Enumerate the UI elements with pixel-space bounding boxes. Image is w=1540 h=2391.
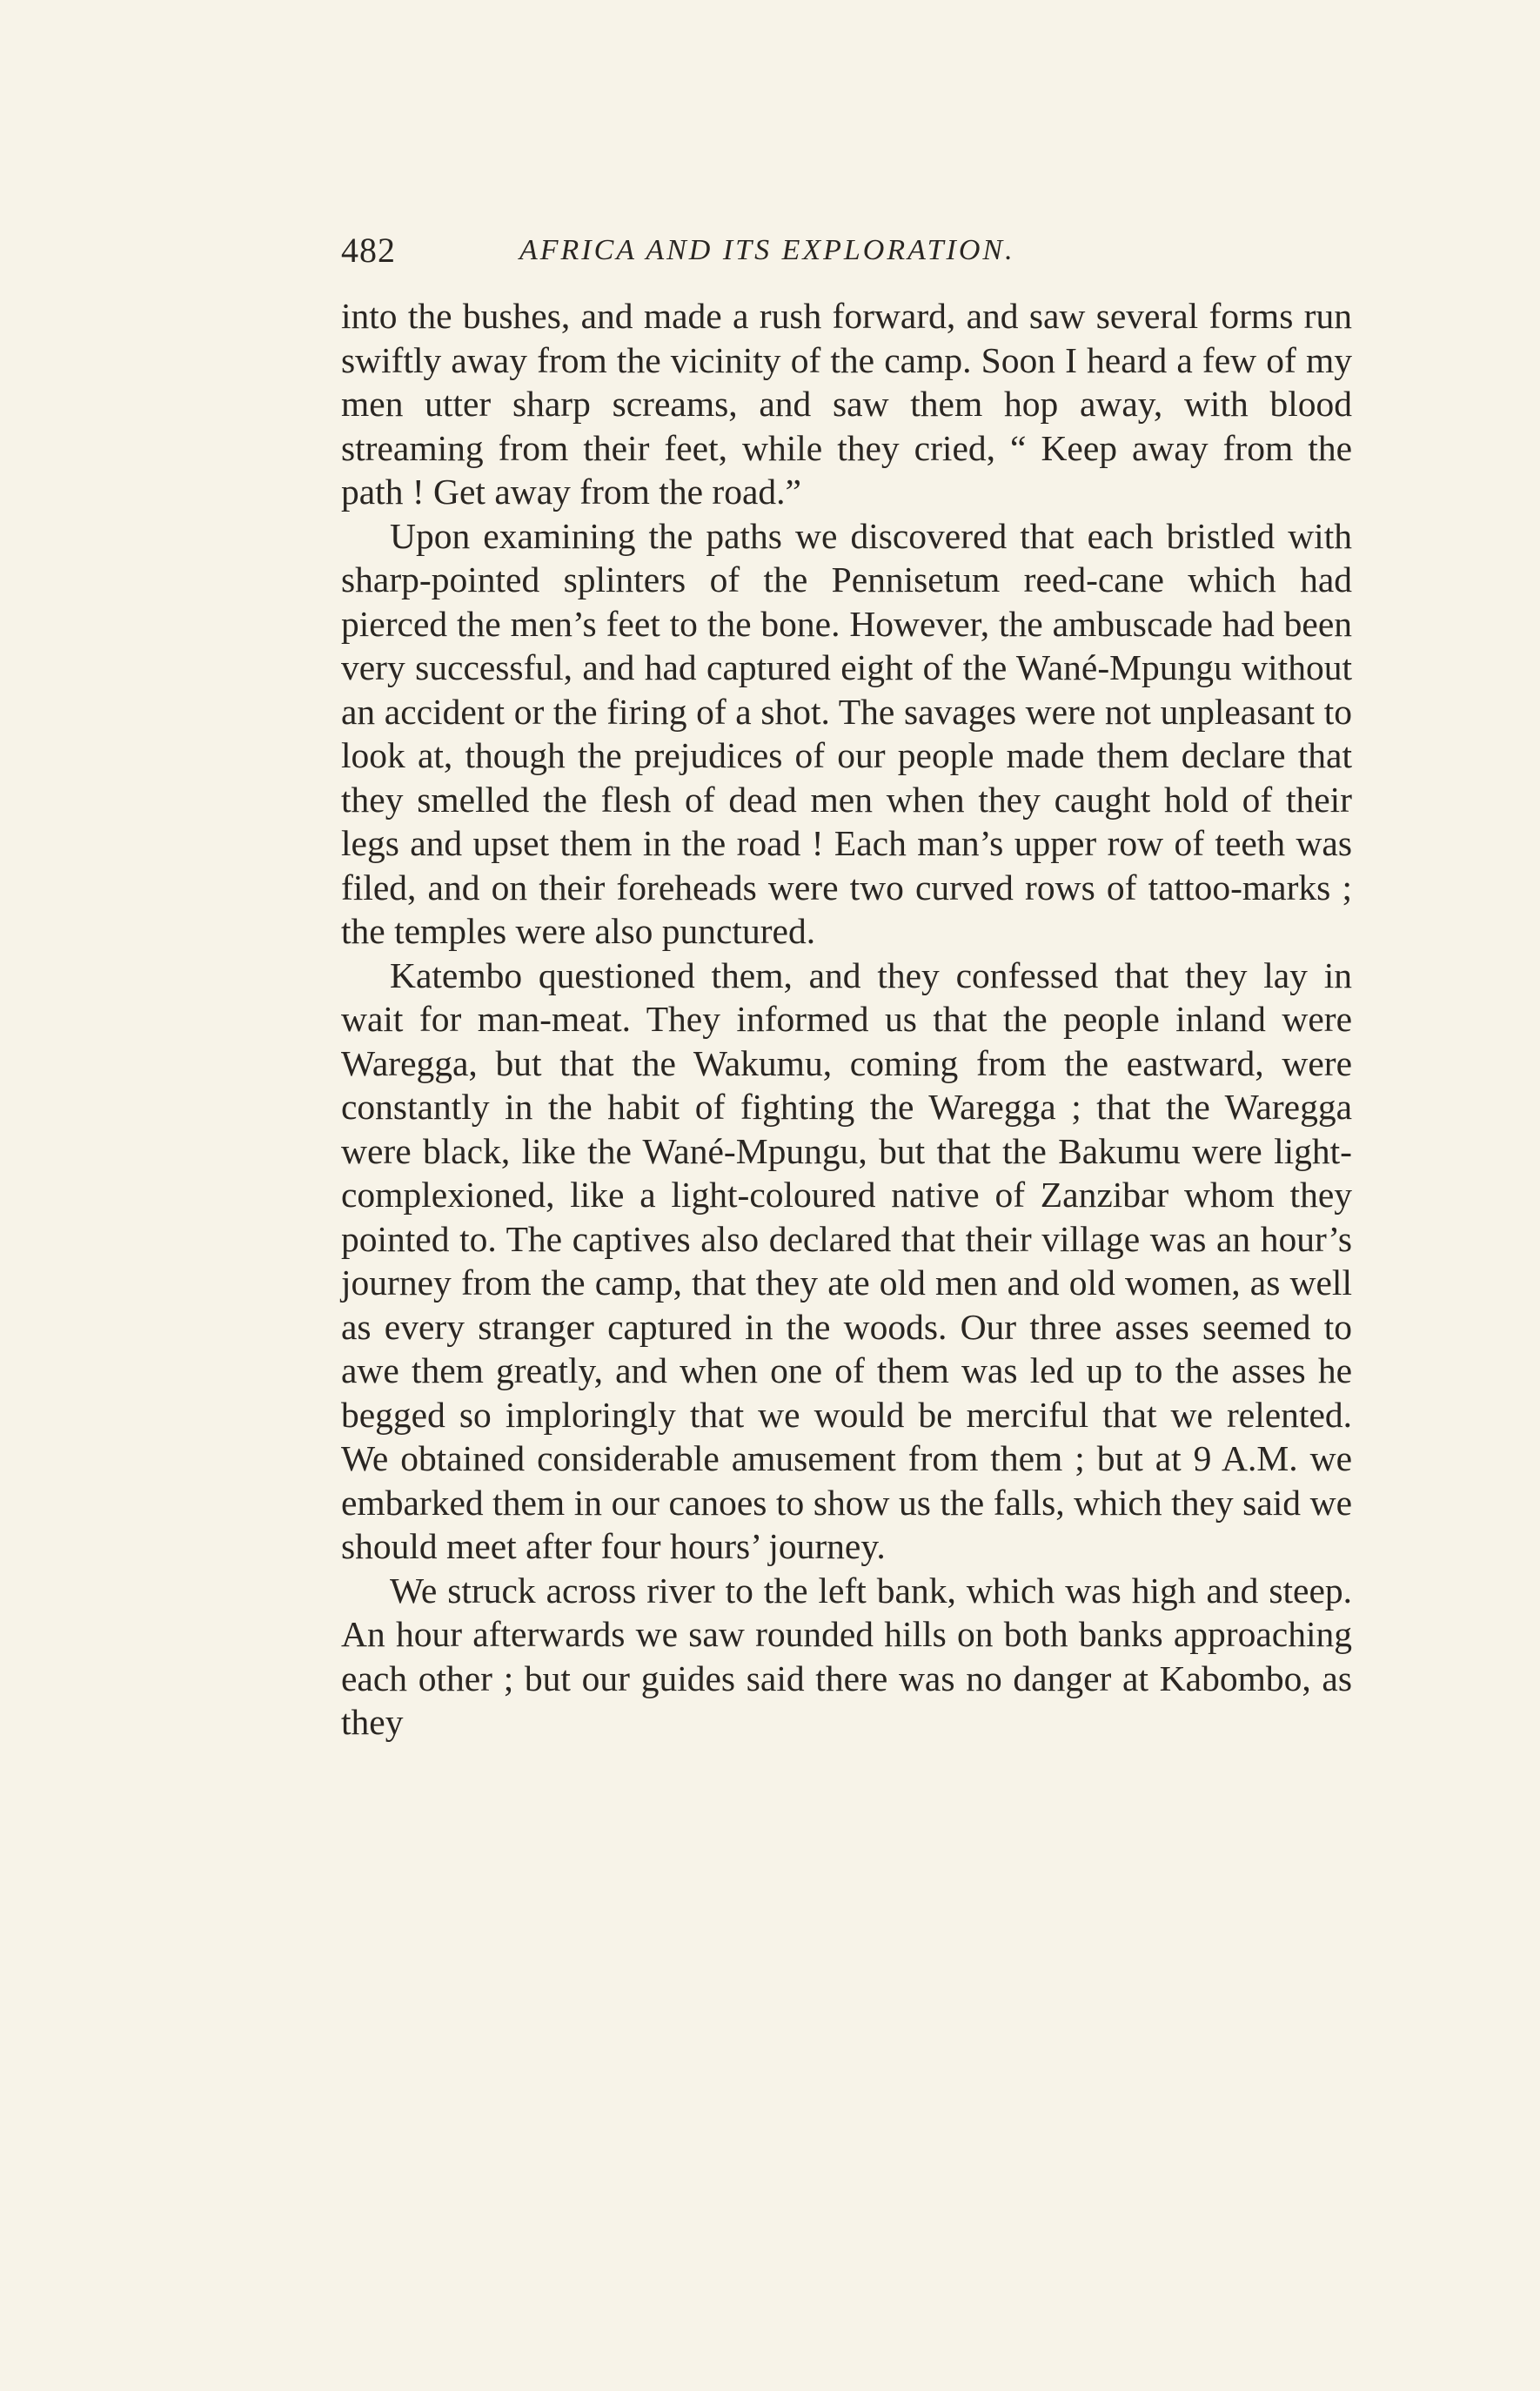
body-text	[341, 294, 1352, 1745]
running-head	[341, 224, 1350, 277]
page-number: 482	[341, 231, 396, 270]
paragraph-4: We struck across river to the left bank, which was high and steep. An hour afterwards we saw rounded hills on both banks approaching each other ; but our guides said there was no danger at Kabombo, as they	[341, 1570, 1352, 1742]
paragraph-2: Upon examining the paths we discovered that each bristled with sharp-pointed splinters of the Pennisetum reed-cane which had pierced the men’s feet to the bone. However, the ambuscade had been very successful, and had captured eight of the Wané-Mpungu without an accident or the firing of a shot. The savages were not unpleasant to look at, though the prejudices of our people made them declare that they smelled the flesh of dead men when they caught hold of their legs and upset them in the road ! Each man’s upper row of teeth was filed, and on their foreheads were two curved rows of tattoo-marks ; the temples were also punctured.	[341, 515, 1352, 951]
paragraph-1: into the bushes, and made a rush forward, and saw several forms run swiftly away from the vicinity of the camp. Soon I heard a few of my men utter sharp screams, and saw them hop away, with blood streaming from their feet, while they cried, “ Keep away from the path ! Get away from the road.”	[341, 296, 1352, 512]
paragraph-3: Katembo questioned them, and they confessed that they lay in wait for man-meat. They informed us that the people inland were Waregga, but that the Wakumu, coming from the eastward, were constantly in the habit of fighting the Waregga ; that the Waregga were black, like the Wané-Mpungu, but that the Bakumu were light-complexioned, like a light-coloured native of Zanzibar whom they pointed to. The captives also declared that their village was an hour’s journey from the camp, that they ate old men and old women, as well as every stranger captured in the woods. Our three asses seemed to awe them greatly, and when one of them was led up to the asses he begged so imploringly that we would be merciful that we relented. We obtained considerable amusement from them ; but at 9 A.M. we embarked them in our canoes to show us the falls, which they said we should meet after four hours’ journey.	[341, 954, 1352, 1566]
running-title: AFRICA AND ITS EXPLORATION.	[519, 234, 1015, 266]
